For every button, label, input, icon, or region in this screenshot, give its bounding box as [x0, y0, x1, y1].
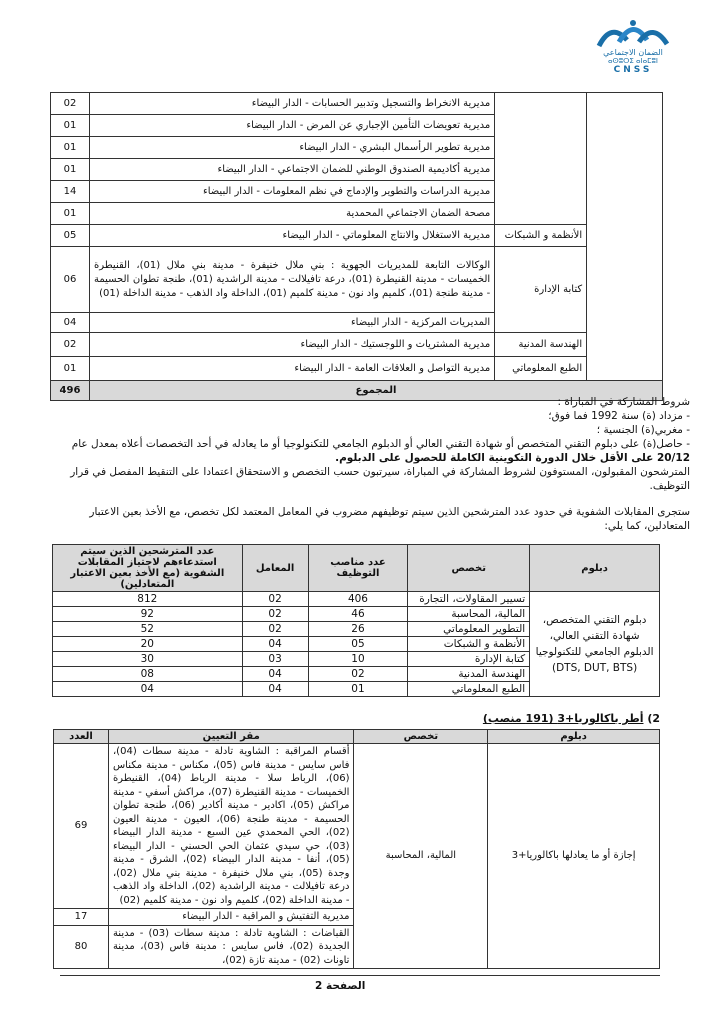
page-number: الصفحة 2	[315, 980, 366, 992]
posts-count: 69	[54, 744, 109, 909]
coefficient: 04	[242, 682, 308, 697]
assignment-location: مديرية التفتيش و المراقبة - الدار البيضاء	[108, 909, 354, 926]
section-2-heading	[430, 712, 660, 725]
specialty: كتابة الإدارة	[408, 652, 530, 667]
candidates-count: 30	[53, 652, 243, 667]
posts-count: 14	[51, 181, 90, 203]
header-specialty: تخصص	[408, 545, 530, 592]
page-footer	[60, 975, 660, 992]
posts-count: 01	[51, 357, 90, 381]
ranking-paragraph: المترشحون المقبولون، المستوفون لشروط المشاركة في المباراة، سيرتبون حسب التخصص و الاستحقاق اعتمادا على التنقيط المفصل في قرار	[70, 466, 690, 478]
posts-count: 406	[308, 592, 408, 607]
table-header	[54, 730, 660, 744]
header-coef: المعامل	[242, 545, 308, 592]
department: مديرية الاستغلال والانتاج المعلوماتي - الدار البيضاء	[89, 225, 494, 247]
conditions-block	[30, 395, 690, 533]
posts-count: 01	[51, 203, 90, 225]
posts-count: 10	[308, 652, 408, 667]
header-diploma: دبلوم	[488, 730, 660, 744]
specialty: الأنظمة و الشبكات	[408, 637, 530, 652]
coefficient: 02	[242, 622, 308, 637]
posts-count: 01	[51, 115, 90, 137]
diploma-cell	[530, 592, 660, 697]
posts-count: 04	[51, 313, 90, 333]
table-row	[51, 247, 663, 313]
header-location: مقر التعيين	[108, 730, 354, 744]
department: مديرية تطوير الرأسمال البشري - الدار البيضاء	[89, 137, 494, 159]
condition-diploma: - حاصل(ة) على دبلوم التقني المتخصص أو شهادة التقني العالي أو الدبلوم الجامعي للتكنولوجيا أو ما يعادله في أحد التخصصات أعلاه بمعدل عام	[71, 438, 690, 450]
header-candidates: عدد المترشحين الذين سيتم استدعاءهم لاجتياز المقابلات الشفوية (مع الأخذ بعين الاعتبار المتعادلين)	[53, 545, 243, 592]
department: مديرية التواصل و العلاقات العامة - الدار البيضاء	[89, 357, 494, 381]
condition-age: - مزداد (ة) سنة 1992 فما فوق؛	[548, 410, 690, 422]
posts-count: 05	[308, 637, 408, 652]
posts-count: 01	[51, 137, 90, 159]
posts-count: 06	[51, 247, 90, 313]
department: الوكالات التابعة للمديريات الجهوية : بني ملال خنيفرة - مدينة بني ملال (01)، القنيطرة الخميسات - مدينة القنيطرة (01)، درعة تافيلالت - مدينة الراشدية (01)، طنجة تطوان الحسيمة - مدينة طنجة (01)، كلميم واد نون - مدينة كلميم (01)، الداخلة واد الذهب - مدينة الداخلة (01)	[89, 247, 494, 313]
posts-count: 02	[308, 667, 408, 682]
coefficient: 03	[242, 652, 308, 667]
candidates-count: 92	[53, 607, 243, 622]
ranking-paragraph-cont: التوظيف.	[649, 480, 690, 492]
logo-arabic: الضمان الاجتماعي	[603, 48, 663, 57]
diploma-cell	[587, 93, 663, 381]
specialty: التطوير المعلوماتي	[408, 622, 530, 637]
candidates-count: 812	[53, 592, 243, 607]
posts-count: 80	[54, 925, 109, 969]
specialty: المالية، المحاسبة	[408, 607, 530, 622]
total-label: المجموع	[89, 381, 662, 401]
table-row	[51, 225, 663, 247]
coefficient: 02	[242, 607, 308, 622]
bac3-table	[53, 729, 660, 969]
interviews-paragraph-cont: المتعادلين، كما يلي:	[604, 520, 690, 532]
specialty: الطبع المعلوماتي	[495, 357, 587, 381]
header-diploma: دبلوم	[530, 545, 660, 592]
header-count: العدد	[54, 730, 109, 744]
cnss-emblem-icon	[593, 18, 673, 48]
candidates-count: 20	[53, 637, 243, 652]
total-value: 496	[51, 381, 90, 401]
assignment-location: أقسام المراقبة : الشاوية تادلة - مدينة سطات (04)، فاس سايس - مدينة فاس (05)، مكناس - مدينة مكناس (06)، الرباط سلا - مدينة الرباط (04)، القنيطرة الخميسات - مدينة القنيطرة (07)، مراكش أسفي - مدينة مراكش (05)، اكادير - مدينة أكادير (06)، طنجة تطوان الحسيمة - مدينة طنجة (06)، العيون - مدينة العيون (02)، الحي المحمدي عين السبع - مدينة الدار البيضاء (03)، حي سيدي عثمان الحي الحسني - الدار البيضاء (05)، أنفا - مدينة الدار البيضاء (02)، الشرق - مدينة وجدة (05)، بني ملال خنيفرة - مدينة بني ملال (02)، درعة تافيلالت - مدينة الراشدية (02)، الداخلة واد الذهب - مدينة الداخلة (02)، كلميم واد نون - مدينة كلميم (02)	[108, 744, 354, 909]
specialty: الطبع المعلوماتي	[408, 682, 530, 697]
department: مديرية الدراسات والتطوير والإدماج في نظم المعلومات - الدار البيضاء	[89, 181, 494, 203]
posts-count: 46	[308, 607, 408, 622]
conditions-title: شروط المشاركة في المباراة :	[557, 396, 690, 408]
table-row	[51, 357, 663, 381]
candidates-count: 52	[53, 622, 243, 637]
assignment-location: القباضات : الشاوية تادلة : مدينة سطات (03) - مدينة الجديدة (02)، فاس سايس : مدينة فاس (03)، مدينة تاونات (02) - مدينة تازة (02)،	[108, 925, 354, 969]
department: مديرية أكاديمية الصندوق الوطني للضمان الاجتماعي - الدار البيضاء	[89, 159, 494, 181]
coefficient: 04	[242, 667, 308, 682]
logo-tifinagh: ⴰⵙⵓⵔⵉ ⴰⵏⴰⵎⵓⵏ	[608, 57, 658, 65]
specialty: الهندسة المدنية	[495, 333, 587, 357]
department: مديرية المشتريات و اللوجستيك - الدار البيضاء	[89, 333, 494, 357]
interviews-paragraph: ستجرى المقابلات الشفوية في حدود عدد المترشحين الذين سيتم توظيفهم مضروب في المعامل المعتمد لكل تخصص، مع الأخذ بعين الاعتبار	[89, 506, 690, 518]
cnss-logo	[588, 18, 678, 88]
coefficient: 04	[242, 637, 308, 652]
specialty: المالية، المحاسبة	[354, 744, 488, 969]
posts-count: 01	[51, 159, 90, 181]
table-header	[53, 545, 660, 592]
section-number: 2)	[647, 712, 660, 725]
department: مديرية الانخراط والتسجيل وتدبير الحسابات - الدار البيضاء	[89, 93, 494, 115]
logo-cnss: CNSS	[613, 65, 653, 75]
table-row	[51, 333, 663, 357]
posts-count: 02	[51, 333, 90, 357]
coefficient: 02	[242, 592, 308, 607]
diploma-codes: (DTS, DUT, BTS)	[551, 662, 638, 674]
specialty	[495, 93, 587, 225]
header-specialty: تخصص	[354, 730, 488, 744]
department: المديريات المركزية - الدار البيضاء	[89, 313, 494, 333]
candidates-count: 08	[53, 667, 243, 682]
specialty: كتابة الإدارة	[495, 247, 587, 333]
section-title: أطر باكالوريا+3 (191 منصب)	[482, 712, 644, 725]
table-row	[54, 744, 660, 909]
table-row	[53, 592, 660, 607]
specialty: تسيير المقاولات، التجارة	[408, 592, 530, 607]
posts-count: 01	[308, 682, 408, 697]
posts-table-continued	[50, 92, 663, 401]
department: مصحة الضمان الاجتماعي المحمدية	[89, 203, 494, 225]
interviews-table	[52, 544, 660, 697]
posts-count: 05	[51, 225, 90, 247]
posts-count: 26	[308, 622, 408, 637]
specialty: الأنظمة و الشبكات	[495, 225, 587, 247]
candidates-count: 04	[53, 682, 243, 697]
posts-count: 02	[51, 93, 90, 115]
diploma-text: دبلوم التقني المتخصص، شهادة التقني العالي، الدبلوم الجامعي للتكنولوجيا	[535, 614, 654, 658]
condition-diploma-cont: 20/12 على الأقل خلال الدورة التكوينية الكاملة للحصول على الدبلوم.	[335, 452, 690, 464]
header-posts: عدد مناصب التوظيف	[308, 545, 408, 592]
table-row	[51, 93, 663, 115]
department: مديرية تعويضات التأمين الإجباري عن المرض - الدار البيضاء	[89, 115, 494, 137]
diploma: إجازة أو ما يعادلها باكالوريا+3	[488, 744, 660, 969]
specialty: الهندسة المدنية	[408, 667, 530, 682]
posts-count: 17	[54, 909, 109, 926]
condition-nationality: - مغربي(ة) الجنسية ؛	[596, 424, 690, 436]
